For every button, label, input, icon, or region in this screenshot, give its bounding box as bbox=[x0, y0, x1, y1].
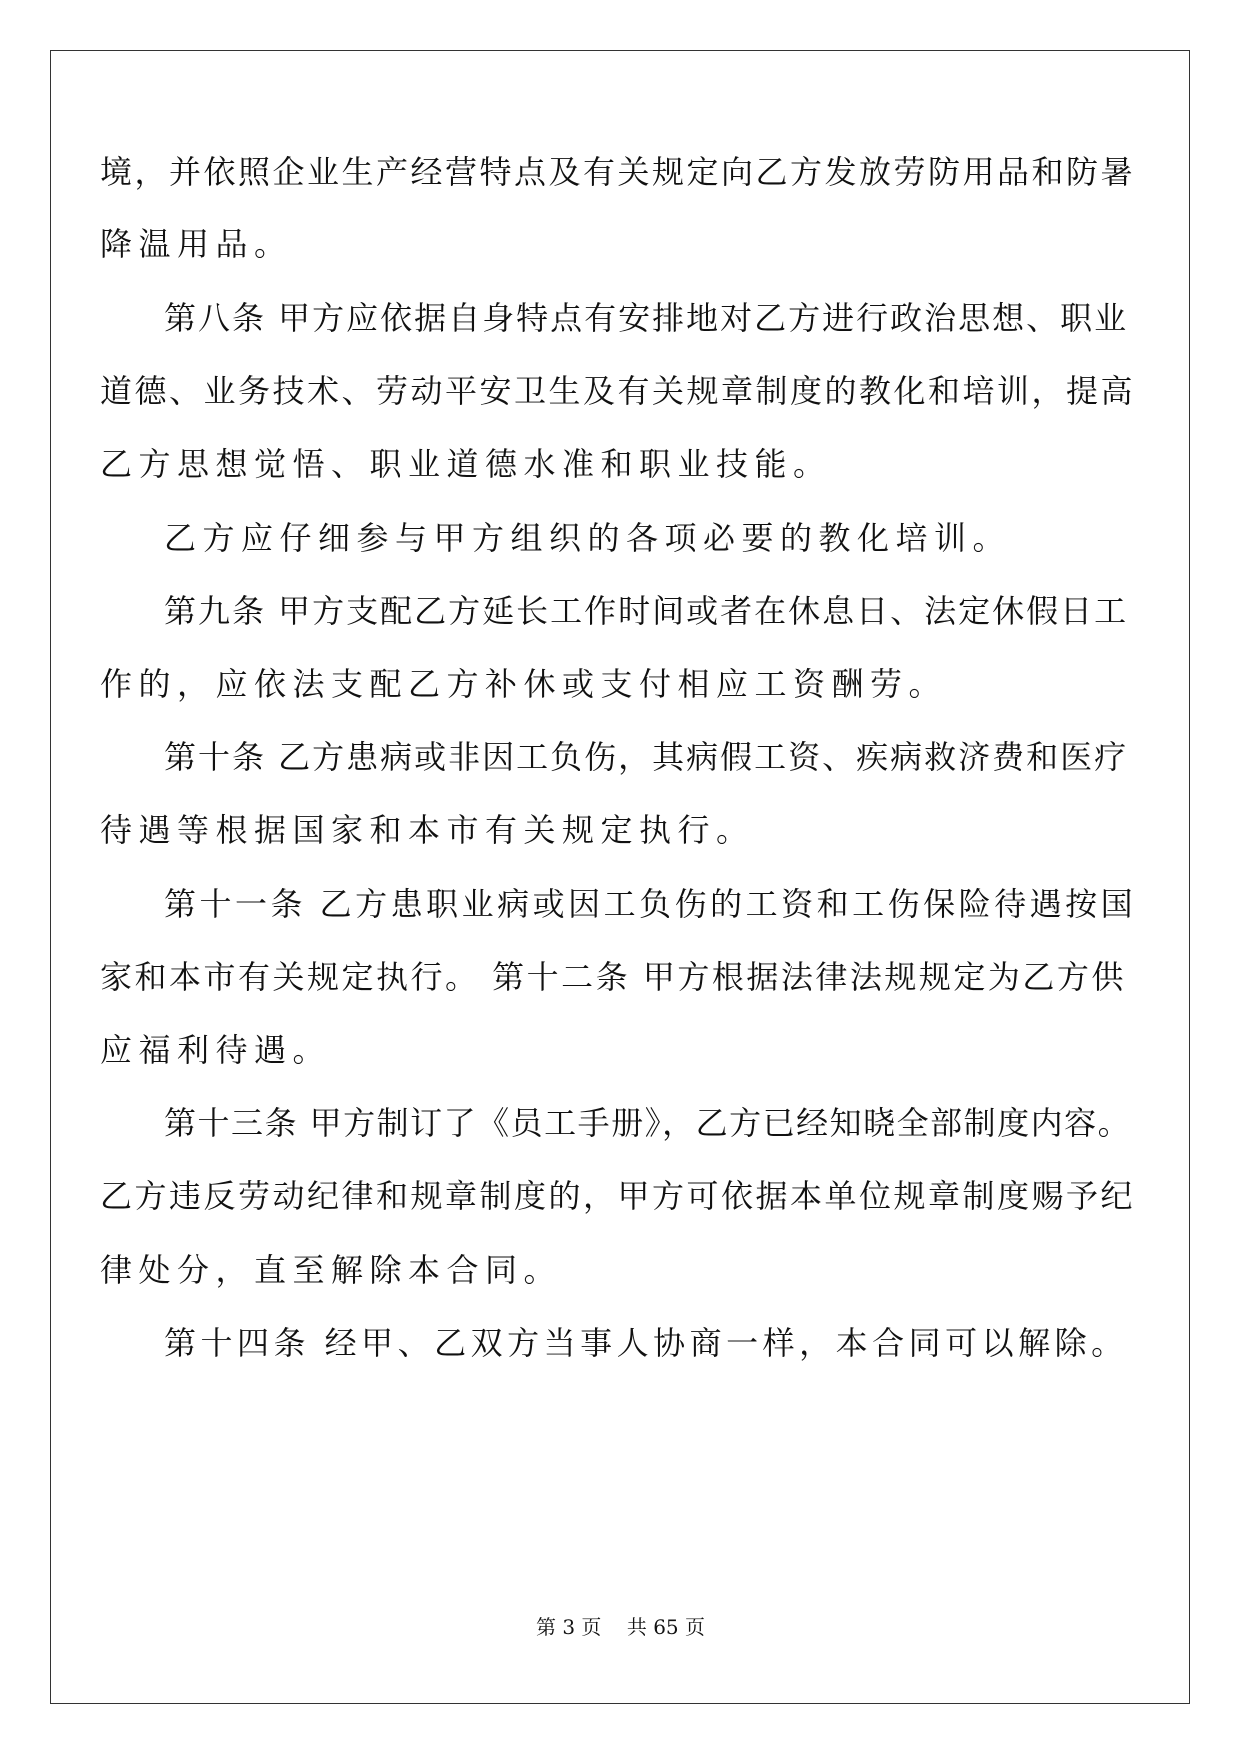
paragraph-start-line: 第十四条 经甲、乙双方当事人协商一样，本合同可以解除。 bbox=[164, 1324, 1128, 1362]
text-line: 律处分，直至解除本合同。 bbox=[100, 1251, 563, 1289]
paragraph-start-line: 第九条 甲方支配乙方延长工作时间或者在休息日、法定休假日工 bbox=[164, 592, 1129, 630]
text-line: 境，并依照企业生产经营特点及有关规定向乙方发放劳防用品和防暑 bbox=[100, 153, 1136, 191]
text-line: 待遇等根据国家和本市有关规定执行。 bbox=[100, 811, 755, 849]
text-line: 乙方违反劳动纪律和规章制度的，甲方可依据本单位规章制度赐予纪 bbox=[100, 1177, 1136, 1215]
text-line: 道德、业务技术、劳动平安卫生及有关规章制度的教化和培训，提高 bbox=[100, 372, 1136, 410]
text-line: 应福利待遇。 bbox=[100, 1031, 332, 1069]
paragraph-start-line: 第十条 乙方患病或非因工负伤，其病假工资、疾病救济费和医疗 bbox=[164, 738, 1129, 776]
page-number-footer: 第 3 页 共 65 页 bbox=[535, 1615, 706, 1639]
text-line: 乙方思想觉悟、职业道德水准和职业技能。 bbox=[100, 445, 832, 483]
paragraph-start-line: 第十一条 乙方患职业病或因工负伤的工资和工伤保险待遇按国 bbox=[164, 885, 1137, 923]
paragraph-start-line: 乙方应仔细参与甲方组织的各项必要的教化培训。 bbox=[164, 519, 1012, 557]
text-line: 家和本市有关规定执行。 第十二条 甲方根据法律法规规定为乙方供 bbox=[100, 958, 1126, 996]
paragraph-start-line: 第十三条 甲方制订了《员工手册》，乙方已经知晓全部制度内容。 bbox=[164, 1104, 1132, 1142]
text-line: 降温用品。 bbox=[100, 225, 293, 263]
paragraph-start-line: 第八条 甲方应依据自身特点有安排地对乙方进行政治思想、职业 bbox=[164, 299, 1129, 337]
text-line: 作的，应依法支配乙方补休或支付相应工资酬劳。 bbox=[100, 665, 948, 703]
